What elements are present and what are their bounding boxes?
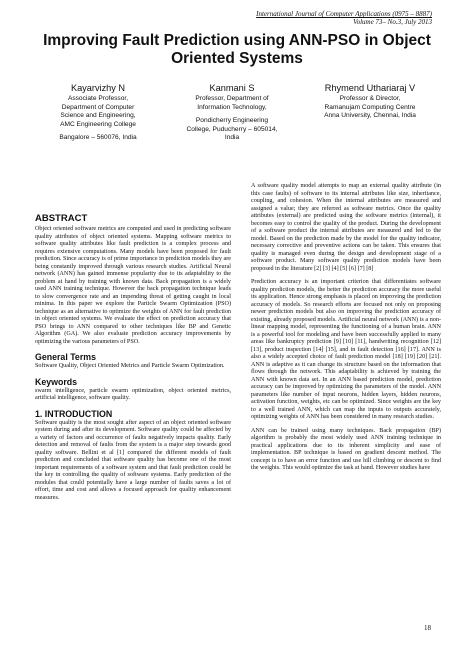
author-address-line: Pondicherry Engineering <box>195 117 269 125</box>
general-terms-text: Software Quality, Object Oriented Metrics and Particle Swarm Optimization. <box>35 363 225 369</box>
journal-name: International Journal of Computer Applications (0975 – 8887) <box>256 10 432 18</box>
author-name: Rhymend Uthariaraj V <box>324 83 416 93</box>
journal-volume: Volume 73– No.3, July 2013 <box>353 18 432 26</box>
author-block <box>170 83 294 143</box>
body-paragraph: Prediction accuracy is an important criterion that differentiates software quality prediction models, the better the prediction accuracy the more useful its application. Hence strong emphasis is placed on improving the prediction accuracy of models. So research efforts are focused not only on proposing newer prediction models but also on improving the prediction accuracy of existing, already proposed models. Artificial neural network (ANN) is a non-linear mapping model, representing the functioning of a human brain. ANN is a powerful tool for modeling and have been successfully applied to many areas like bankruptcy prediction [9] [10] [11], handwriting recognition [12] [13], product inspection [14] [15], and in fault detection [16] [17]. ANN is also a widely accepted choice of fault prediction model [18] [19] [20] [21]. ANN is adaptive as it can change its structure based on the information that flows through the network. This adaptability is achieved by training the ANN with known data set. In an ANN based prediction model, prediction accuracy can be improved by optimizing the parameters of the model. ANN parameters like number of input neurons, hidden layers, hidden neurons, activation function, weights, etc can be optimized. Since weights are the key to a well trained ANN, which can map the inputs to outputs accurately, optimizing weights of ANN has been considered in many research studies. <box>251 279 441 420</box>
left-column <box>35 213 231 502</box>
author-affiliation-line: Ramanujam Computing Centre <box>324 103 416 111</box>
journal-header <box>72 10 432 26</box>
general-terms-heading: General Terms <box>35 352 96 362</box>
author-affiliation-line: Professor & Director, <box>339 95 401 102</box>
abstract-heading: ABSTRACT <box>35 213 88 224</box>
abstract-text: Object oriented software metrics are computed and used in predicting software quality attributes of object oriented systems. Mapping software metrics to software quality attributes like fault prediction is a complex process and requires extensive computations. Many models have been proposed for fault prediction. Since accuracy is of prime importance in prediction models they are being constantly improved through various research studies. Artificial Neural network (ANN) has gained immense popularity due to its adaptability to the problem at hand by training with known data. Back propagation is a widely used ANN training technique. However the back propagation technique leads to slow convergence rate and an impending threat of getting caught in local minima. In this paper we explore the Particle Swarm Optimization (PSO) technique as an alternative to optimize the weights of ANN for fault prediction in object oriented systems. We evaluate the effect on prediction accuracy that PSO brings to ANN compared to other techniques like BP and Genetic Algorithm (GA). We also evaluate prediction accuracy improvements by optimizing the various parameters of PSO. <box>35 226 231 345</box>
body-paragraph: ANN can be trained using many techniques. Back propagation (BP) algorithm is probably the most widely used ANN training technique in practical applications due to its inherent simplicity and ease of implementation. BP technique is based on gradient descent method. The concept is to have an error function and use hill climbing or descent to find the weights. This would optimize the task at hand. However studies have <box>251 427 441 471</box>
author-affiliation-line: Information Technology, <box>197 103 267 111</box>
page-number: 18 <box>424 624 431 632</box>
author-affiliation-line: Science and Engineering, <box>60 112 136 120</box>
author-affiliation-line: Professor, Department of <box>195 95 269 102</box>
author-affiliation-line: Anna University, Chennai, India <box>324 112 416 120</box>
introduction-text: Software quality is the most sought after aspect of an object oriented software system during and after its development. Software quality could be affected by a variety of factors and occurrence of faults negatively impacts quality. Early detection and removal of faults from the system is a major step towards good quality software. Bellini et al [1] compared the different models of fault prediction and concluded that software quality has become one of the most important requirements of a software system and that fault prediction could be the key in controlling the quality of software systems. Early prediction of the modules that could potentially have a large number of faults saves a lot of effort, time and cost and allows a focused approach for quality enhancement measures. <box>35 419 231 501</box>
body-paragraph: A software quality model attempts to map an external quality attribute (in this case faults) of software to its internal attributes like size, inheritance, coupling, and cohesion. When the internal attributes are measured and assigned a value; they are referred as software metrics. Once the quality attributes (external) are predicted using the software metrics (internal), it becomes easy to control the quality of the product. During the development of a software product the internal attributes are measured and fed to the model. Based on the prediction made by the model for the quality indicator, necessary corrective and preventive actions can be taken. This ensures that quality is managed even during the design and development stage of a software product. Many software quality prediction models have been proposed in the literature [2] [3] [4] [5] [6] [7] [8] <box>251 183 441 272</box>
author-affiliation-line: AMC Engineering College <box>60 120 136 128</box>
author-block <box>34 83 162 143</box>
author-address-line: College, Puducherry – 605014, <box>186 125 278 133</box>
keywords-text: swarm intelligence, particle swarm optimization, object oriented metrics, artificial intelligence, software quality. <box>35 387 231 401</box>
author-affiliation-line: Department of Computer <box>61 103 135 111</box>
paper-title: Improving Fault Prediction using ANN-PSO in Object Oriented Systems <box>43 32 431 67</box>
author-address-line: India <box>224 134 240 142</box>
author-address-line: Bangalore – 560076, India <box>59 134 137 142</box>
author-name: Kanmani S <box>209 83 255 93</box>
author-name: Kayarvizhy N <box>70 83 126 93</box>
right-column <box>251 183 441 473</box>
author-affiliation-line: Associate Professor, <box>67 95 129 102</box>
author-block <box>304 83 436 121</box>
introduction-heading: 1. INTRODUCTION <box>35 408 113 419</box>
keywords-heading: Keywords <box>35 376 78 387</box>
